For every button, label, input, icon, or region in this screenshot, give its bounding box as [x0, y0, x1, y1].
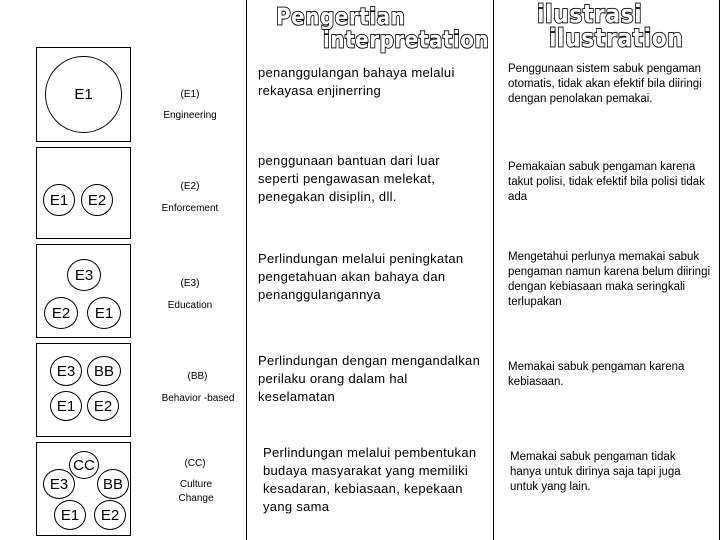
circle-label: E2 [93, 397, 113, 415]
row-name: Education [167, 300, 213, 311]
heading-interpretation: interpretation [323, 25, 490, 54]
circle-label: E3 [56, 362, 76, 380]
circle-e2 [94, 500, 126, 530]
diagram-box-e1 [36, 47, 131, 142]
definition-text: Perlindungan melalui peningkatan pengetahuan akan bahaya dan penanggulangannya [258, 251, 464, 302]
circle-e2 [81, 184, 113, 216]
circle-label: E1 [56, 397, 76, 415]
illustration-text: Penggunaan sistem sabuk pengaman otomatis, tidak akan efektif bila diiringi dengan penolakan pemakai. [508, 63, 702, 105]
circle-e3 [67, 259, 101, 291]
circle-e1 [45, 56, 122, 133]
circle-label: E2 [87, 191, 107, 209]
circle-bb [97, 469, 129, 499]
circle-e1 [87, 297, 121, 329]
circle-bb [87, 356, 121, 386]
definition-text: penggunaan bantuan dari luar seperti pengawasan melekat, penegakan disiplin, dll. [258, 153, 440, 204]
definition-text: penanggulangan bahaya melalui rekayasa enjinerring [258, 65, 455, 98]
illustration-text: Memakai sabuk pengaman karena kebiasaan. [508, 361, 685, 388]
heading-pengertian: Pengertian [276, 2, 406, 31]
row-code: (E1) [180, 89, 200, 100]
circle-e3 [50, 356, 82, 386]
circle-label: BB [93, 362, 114, 380]
circle-label: E1 [49, 191, 69, 209]
circle-label: E2 [51, 304, 71, 322]
row-name: Behavior -based [161, 393, 235, 404]
circle-label: E3 [74, 266, 94, 284]
circle-e2 [44, 297, 78, 329]
circle-label: E2 [100, 506, 120, 524]
diagram-box-cc [36, 442, 131, 536]
definition-text: Perlindungan dengan mengandalkan perilaku orang dalam hal keselamatan [258, 353, 481, 404]
circle-e1 [43, 184, 75, 216]
heading-ilustrasi: ilustrasi [537, 0, 643, 30]
circle-label: BB [102, 475, 123, 493]
definition-text: Perlindungan melalui pembentukan budaya masyarakat yang memiliki kesadaran, kebiasaan, kepekaan yang sama [263, 445, 477, 514]
circle-e1 [54, 500, 86, 530]
row-name: Culture Change [178, 479, 214, 504]
circle-label: E3 [49, 475, 69, 493]
circle-label: E1 [74, 86, 93, 103]
diagram-box-e3 [36, 244, 131, 338]
row-code: (E3) [180, 278, 200, 289]
illustration-text: Memakai sabuk pengaman tidak hanya untuk dirinya saja tapi juga untuk yang lain. [510, 451, 681, 493]
illustration-text: Pemakaian sabuk pengaman karena takut polisi, tidak efektif bila polisi tidak ada [508, 161, 705, 203]
circle-label: E1 [94, 304, 114, 322]
circle-e3 [43, 469, 75, 499]
heading-illustration: ilustration [549, 24, 684, 54]
row-code: (BB) [187, 371, 208, 382]
circle-label: E1 [60, 506, 80, 524]
illustration-text: Mengetahui perlunya memakai sabuk pengaman namun karena belum diiringi dengan kebiasaan maka seringkali terlupakan [508, 251, 711, 308]
circle-e1 [50, 391, 82, 421]
circle-label: CC [73, 456, 95, 474]
column-divider-left [246, 0, 247, 540]
row-name: Enforcement [161, 203, 219, 214]
diagram-box-bb [36, 343, 131, 437]
circle-cc [69, 451, 99, 479]
row-code: (CC) [184, 458, 206, 469]
diagram-box-e2 [36, 147, 131, 239]
row-code: (E2) [180, 181, 200, 192]
circle-e2 [87, 391, 119, 421]
column-divider-mid [493, 0, 494, 540]
row-name: Engineering [163, 110, 217, 121]
